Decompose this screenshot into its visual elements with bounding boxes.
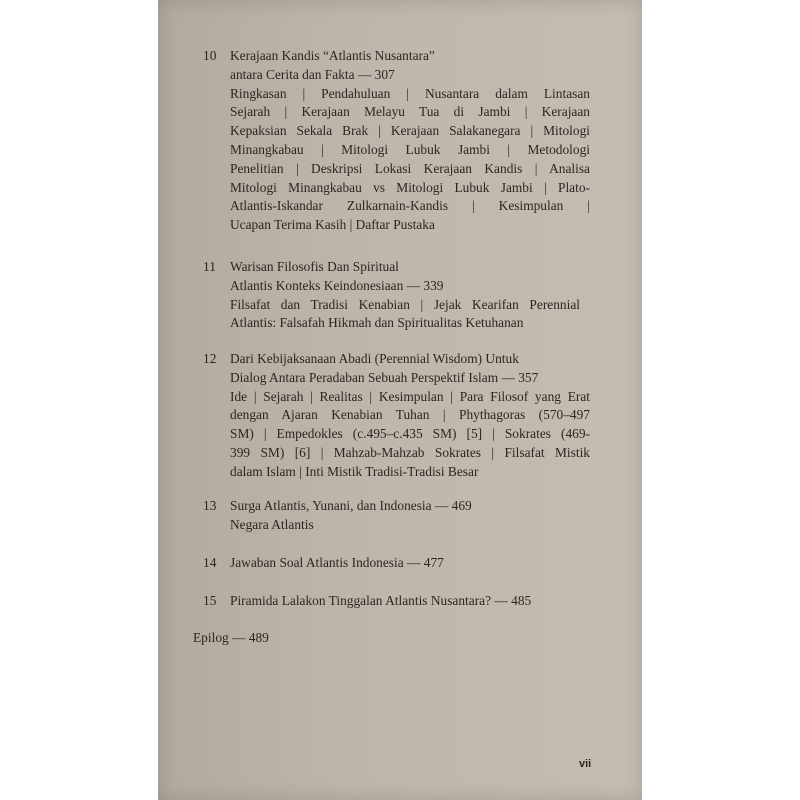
chapter-contents [230, 296, 580, 334]
contents-line: Ucapan Terima Kasih | Daftar Pustaka [230, 217, 435, 233]
contents-line: dalam Islam | Inti Mistik Tradisi-Tradisi Besar [230, 463, 479, 479]
chapter-title-block [230, 497, 590, 535]
contents-line: Minangkabau | Mitologi Lubuk Jambi | Metodologi [230, 141, 590, 157]
chapter-title-block [230, 258, 590, 333]
chapter-contents [230, 388, 590, 482]
chapter-number: 10 [203, 48, 217, 63]
chapter-title-line: Jawaban Soal Atlantis Indonesia — 477 [230, 555, 444, 570]
contents-line: Atlantis: Falsafah Hikmah dan Spiritualitas Ketuhanan [230, 315, 524, 331]
chapter-number: 14 [203, 555, 217, 570]
chapter-title-line: antara Cerita dan Fakta — 307 [230, 66, 395, 82]
contents-line: Sejarah | Kerajaan Melayu Tua di Jambi | Kerajaan [230, 104, 590, 120]
contents-line: Mitologi Minangkabau vs Mitologi Lubuk Jambi | Plato- [230, 179, 590, 195]
chapter-title-line: Piramida Lalakon Tinggalan Atlantis Nusantara? — 485 [230, 593, 532, 608]
contents-line: SM) | Empedokles (c.495–c.435 SM) [5] | Sokrates (469- [230, 426, 590, 442]
chapter-title-line: Kerajaan Kandis “Atlantis Nusantara” [230, 48, 435, 63]
contents-line: Negara Atlantis [230, 516, 314, 532]
contents-line: Kepaksian Sekala Brak | Kerajaan Salakanegara | Mitologi [230, 123, 590, 139]
contents-line: Filsafat dan Tradisi Kenabian | Jejak Kearifan Perennial [230, 296, 580, 312]
contents-line: Atlantis-Iskandar Zulkarnain-Kandis | Kesimpulan | [230, 198, 590, 214]
chapter-number: 15 [203, 593, 217, 608]
chapter-title-line: Warisan Filosofis Dan Spiritual [230, 259, 399, 274]
chapter-title-block [230, 554, 590, 573]
chapter-contents [230, 85, 590, 235]
contents-line: Ide | Sejarah | Realitas | Kesimpulan | Para Filosof yang Erat [230, 388, 590, 404]
contents-line: dengan Ajaran Kenabian Tuhan | Phythagoras (570–497 [230, 407, 590, 423]
epilog-entry: Epilog — 489 [193, 630, 269, 645]
book-page [158, 0, 642, 800]
chapter-title-block [230, 592, 590, 611]
contents-line: Penelitian | Deskripsi Lokasi Kerajaan Kandis | Analisa [230, 160, 590, 176]
chapter-title-line: Dari Kebijaksanaan Abadi (Perennial Wisdom) Untuk [230, 351, 519, 366]
chapter-title-block [230, 350, 590, 482]
contents-line: Ringkasan | Pendahuluan | Nusantara dalam Lintasan [230, 85, 590, 101]
chapter-title-line: Dialog Antara Peradaban Sebuah Perspektif Islam — 357 [230, 369, 539, 385]
chapter-number: 11 [203, 259, 216, 274]
chapter-title-line: Surga Atlantis, Yunani, dan Indonesia — 469 [230, 498, 472, 513]
page-number: vii [579, 758, 592, 770]
contents-line: 399 SM) [6] | Mahzab-Mahzab Sokrates | Filsafat Mistik [230, 444, 590, 460]
chapter-title-line: Atlantis Konteks Keindonesiaan — 339 [230, 277, 444, 293]
chapter-number: 13 [203, 498, 217, 513]
chapter-number: 12 [203, 351, 217, 366]
chapter-title-block [230, 47, 590, 235]
